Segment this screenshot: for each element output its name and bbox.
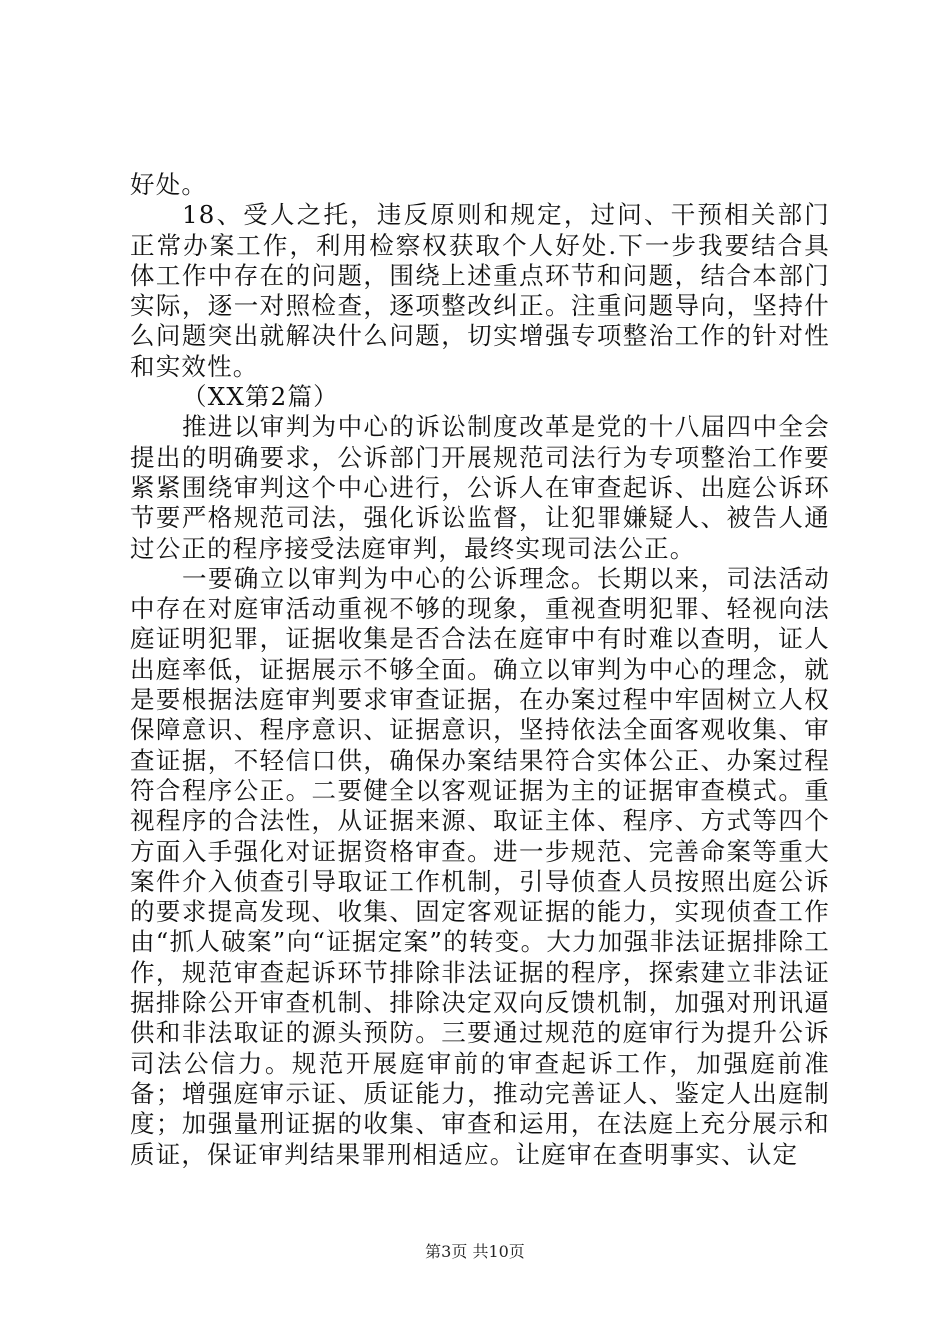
paragraph-intro: 推进以审判为中心的诉讼制度改革是党的十八届四中全会提出的明确要求，公诉部门开展规范司法行为专项整治工作要紧紧围绕审判这个中心进行，公诉人在审查起诉、出庭公诉环节要严格规范司法，强化诉讼监督，让犯罪嫌疑人、被告人通过公正的程序接受法庭审判，最终实现司法公正。 (130, 412, 830, 563)
paragraph-continuation: 好处。 (130, 170, 208, 199)
document-body (130, 170, 830, 1170)
paragraph-body: 一要确立以审判为中心的公诉理念。长期以来，司法活动中存在对庭审活动重视不够的现象，重视查明犯罪、轻视向法庭证明犯罪，证据收集是否合法在庭审中有时难以查明，证人出庭率低，证据展示不够全面。确立以审判为中心的理念，就是要根据法庭审判要求审查证据，在办案过程中牢固树立人权保障意识、程序意识、证据意识，坚持依法全面客观收集、审查证据，不轻信口供，确保办案结果符合实体公正、办案过程符合程序公正。二要健全以客观证据为主的证据审查模式。重视程序的合法性，从证据来源、取证主体、程序、方式等四个方面入手强化对证据资格审查。进一步规范、完善命案等重大案件介入侦查引导取证工作机制，引导侦查人员按照出庭公诉的要求提高发现、收集、固定客观证据的能力，实现侦查工作由“抓人破案”向“证据定案”的转变。大力加强非法证据排除工作，规范审查起诉环节排除非法证据的程序，探索建立非法证据排除公开审查机制、排除决定双向反馈机制，加强对刑讯逼供和非法取证的源头预防。三要通过规范的庭审行为提升公诉司法公信力。规范开展庭审前的审查起诉工作，加强庭前准备；增强庭审示证、质证能力，推动完善证人、鉴定人出庭制度；加强量刑证据的收集、审查和运用，在法庭上充分展示和质证，保证审判结果罪刑相适应。让庭审在查明事实、认定 (130, 563, 830, 1169)
paragraph-item-18: 18、受人之托，违反原则和规定，过问、干预相关部门正常办案工作，利用检察权获取个人好处.下一步我要结合具体工作中存在的问题，围绕上述重点环节和问题，结合本部门实际，逐一对照检查，逐项整改纠正。注重问题导向，坚持什么问题突出就解决什么问题，切实增强专项整治工作的针对性和实效性。 (130, 200, 830, 381)
page-footer (0, 1242, 950, 1262)
section-heading: （XX第2篇） (182, 382, 339, 412)
page-number: 第3页 共10页 (425, 1242, 525, 1261)
